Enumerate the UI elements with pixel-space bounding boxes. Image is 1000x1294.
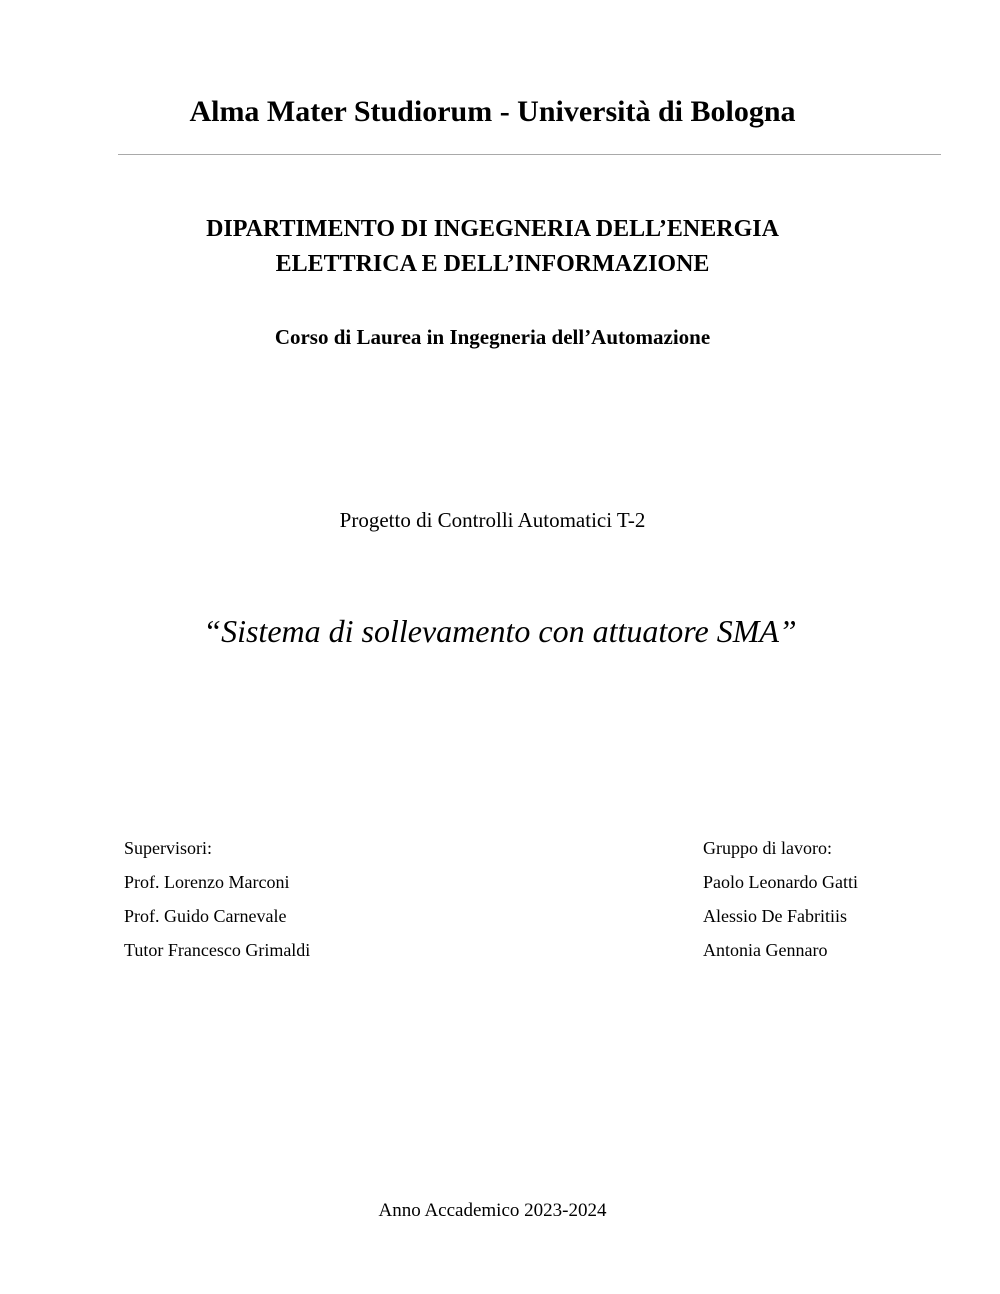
course-name: Corso di Laurea in Ingegneria dell’Automazione	[274, 325, 711, 349]
workgroup-heading: Gruppo di lavoro:	[703, 838, 832, 858]
university-name: Alma Mater Studiorum - Università di Bologna	[189, 95, 796, 128]
workgroup-member: Alessio De Fabritiis	[703, 906, 847, 926]
project-name: Progetto di Controlli Automatici T-2	[339, 508, 646, 532]
supervisors-block	[124, 831, 310, 967]
supervisors-heading: Supervisori:	[124, 838, 212, 858]
supervisor-name: Tutor Francesco Grimaldi	[124, 940, 311, 960]
department-line-1: DIPARTIMENTO DI INGEGNERIA DELL’ENERGIA	[206, 216, 779, 242]
workgroup-member: Paolo Leonardo Gatti	[703, 872, 858, 892]
department-name	[0, 212, 985, 282]
department-line-2: ELETTRICA E DELL’INFORMAZIONE	[275, 251, 710, 277]
workgroup-member: Antonia Gennaro	[703, 940, 828, 960]
supervisor-name: Prof. Lorenzo Marconi	[124, 872, 290, 892]
academic-year: Anno Accademico 2023-2024	[378, 1200, 607, 1221]
workgroup-block	[703, 831, 858, 967]
thesis-title: “Sistema di sollevamento con attuatore SMA”	[203, 613, 797, 649]
supervisor-name: Prof. Guido Carnevale	[124, 906, 287, 926]
header-divider	[118, 154, 941, 155]
